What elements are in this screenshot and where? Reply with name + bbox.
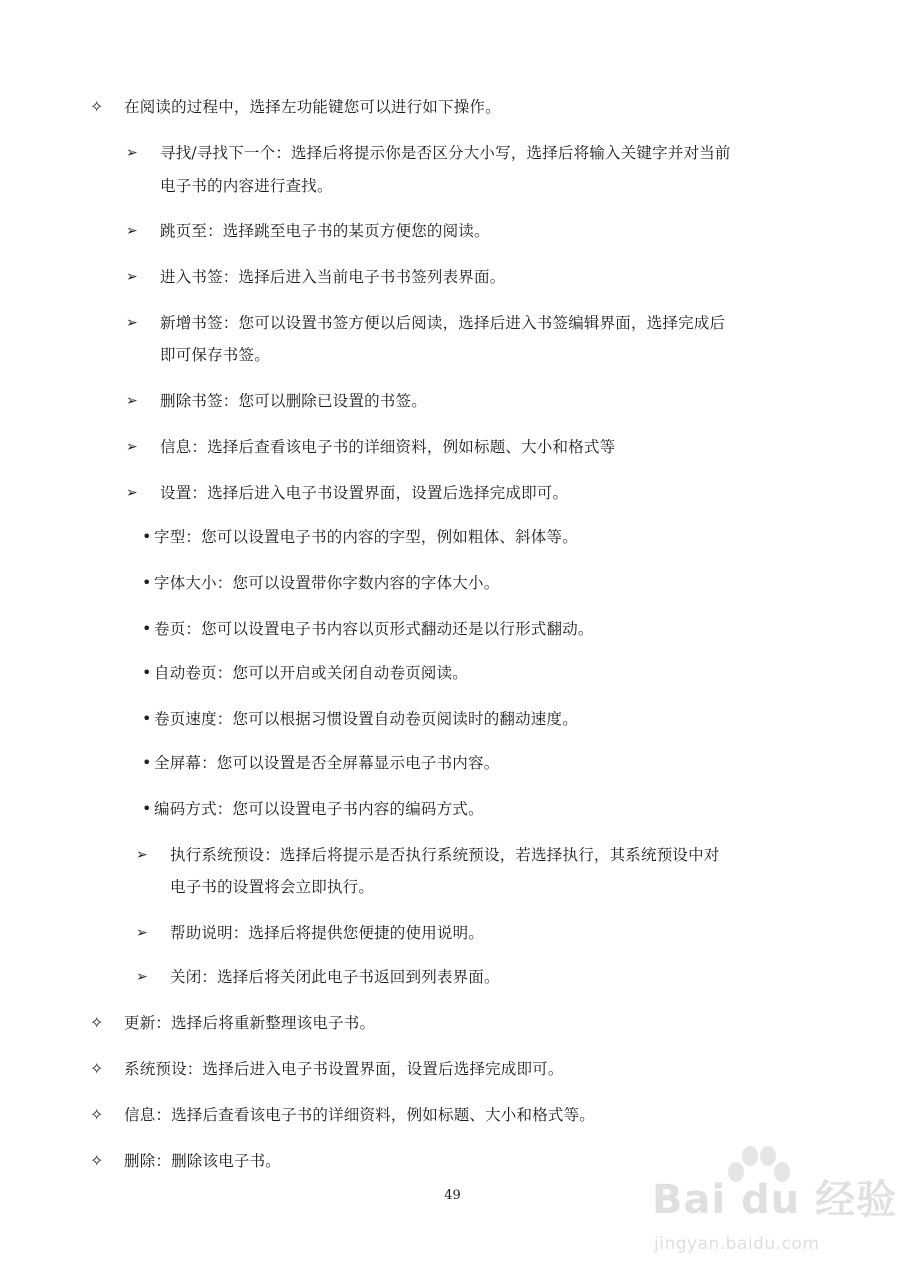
text-line-system-preset: 系统预设：选择后进入电子书设置界面，设置后选择完成即可。 [124, 1060, 564, 1078]
text-line-info: 信息：选择后查看该电子书的详细资料，例如标题、大小和格式等 [160, 438, 616, 456]
text-line-system-default-cont: 电子书的设置将会立即执行。 [170, 878, 375, 896]
page-number: 49 [444, 1188, 461, 1203]
watermark-brand: Bai du 经验 [652, 1177, 898, 1223]
text-line-jump: 跳页至：选择跳至电子书的某页方便您的阅读。 [160, 222, 490, 240]
text-line-auto-scroll: 自动卷页：您可以开启或关闭自动卷页阅读。 [154, 664, 469, 682]
dot-bullet-icon: • [142, 753, 152, 772]
dot-bullet-icon: • [142, 663, 152, 682]
arrow-bullet-icon: ➢ [136, 969, 148, 985]
text-line-intro: 在阅读的过程中，选择左功能键您可以进行如下操作。 [124, 98, 501, 116]
arrow-bullet-icon: ➢ [136, 925, 148, 941]
diamond-bullet-icon: ✧ [90, 97, 104, 116]
text-line-add-bookmark-cont: 即可保存书签。 [160, 346, 270, 364]
arrow-bullet-icon: ➢ [126, 315, 138, 331]
arrow-bullet-icon: ➢ [126, 393, 138, 409]
text-line-delete-bookmark: 删除书签：您可以删除已设置的书签。 [160, 392, 427, 410]
text-line-scroll: 卷页：您可以设置电子书内容以页形式翻动还是以行形式翻动。 [154, 620, 594, 638]
dot-bullet-icon: • [142, 799, 152, 818]
dot-bullet-icon: • [142, 619, 152, 638]
text-line-delete: 删除：删除该电子书。 [124, 1152, 282, 1170]
watermark-url: jingyan.baidu.com [654, 1234, 820, 1254]
text-line-font-size: 字体大小：您可以设置带你字数内容的字体大小。 [154, 574, 500, 592]
text-line-scroll-speed: 卷页速度：您可以根据习惯设置自动卷页阅读时的翻动速度。 [154, 710, 578, 728]
arrow-bullet-icon: ➢ [126, 223, 138, 239]
arrow-bullet-icon: ➢ [126, 485, 138, 501]
dot-bullet-icon: • [142, 527, 152, 546]
arrow-bullet-icon: ➢ [136, 847, 148, 863]
dot-bullet-icon: • [142, 709, 152, 728]
text-line-info-main: 信息：选择后查看该电子书的详细资料，例如标题、大小和格式等。 [124, 1106, 596, 1124]
diamond-bullet-icon: ✧ [90, 1013, 104, 1032]
baidu-jingyan-watermark [652, 1148, 898, 1268]
text-line-help: 帮助说明：选择后将提供您便捷的使用说明。 [170, 924, 485, 942]
text-line-search-cont: 电子书的内容进行查找。 [160, 177, 333, 195]
arrow-bullet-icon: ➢ [126, 269, 138, 285]
diamond-bullet-icon: ✧ [90, 1151, 104, 1170]
diamond-bullet-icon: ✧ [90, 1059, 104, 1078]
text-line-enter-bookmark: 进入书签：选择后进入当前电子书书签列表界面。 [160, 268, 506, 286]
text-line-add-bookmark: 新增书签：您可以设置书签方便以后阅读，选择后进入书签编辑界面，选择完成后 [160, 314, 726, 332]
text-line-search: 寻找/寻找下一个：选择后将提示你是否区分大小写，选择后将输入关键字并对当前 [160, 144, 731, 162]
text-line-update: 更新：选择后将重新整理该电子书。 [124, 1014, 376, 1032]
dot-bullet-icon: • [142, 573, 152, 592]
text-line-close: 关闭：选择后将关闭此电子书返回到列表界面。 [170, 968, 500, 986]
text-line-encoding: 编码方式：您可以设置电子书内容的编码方式。 [154, 800, 484, 818]
text-line-fullscreen: 全屏幕：您可以设置是否全屏幕显示电子书内容。 [154, 754, 500, 772]
arrow-bullet-icon: ➢ [126, 439, 138, 455]
text-line-system-default: 执行系统预设：选择后将提示是否执行系统预设，若选择执行，其系统预设中对 [170, 846, 720, 864]
text-line-settings: 设置：选择后进入电子书设置界面，设置后选择完成即可。 [160, 484, 569, 502]
diamond-bullet-icon: ✧ [90, 1105, 104, 1124]
arrow-bullet-icon: ➢ [126, 145, 138, 161]
text-line-font: 字型：您可以设置电子书的内容的字型，例如粗体、斜体等。 [154, 528, 578, 546]
